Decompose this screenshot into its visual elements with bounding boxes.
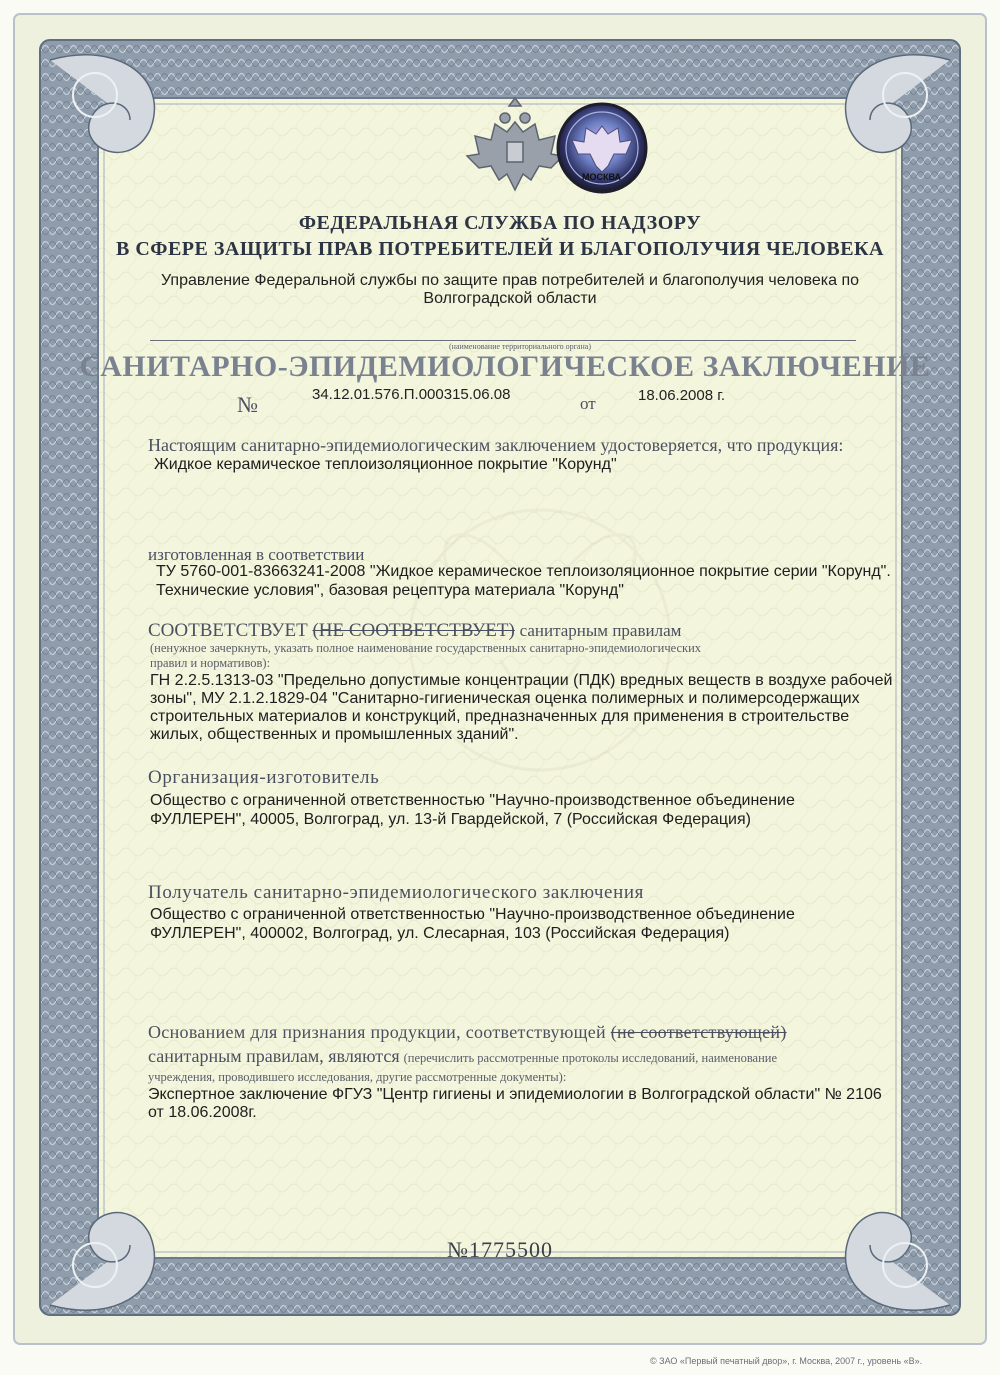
rules-label: санитарным правилам [519, 621, 682, 640]
authority-line-2: Волгоградской области [423, 290, 597, 307]
document-title: САНИТАРНО-ЭПИДЕМИОЛОГИЧЕСКОЕ ЗАКЛЮЧЕНИЕ [79, 350, 931, 383]
certificate-number: 34.12.01.576.П.000315.06.08 [312, 386, 511, 403]
basis-text-1: Основанием для признания продукции, соответствующей [148, 1022, 606, 1042]
date-from-label: от [580, 394, 596, 413]
printer-footer: © ЗАО «Первый печатный двор», г. Москва, 2007 г., уровень «В». [650, 1356, 923, 1366]
compliance-line-2: зоны", МУ 2.1.2.1829-04 "Санитарно-гигиеническая оценка полимерных и полимерсодержащих [150, 690, 860, 707]
basis-line-1 [148, 1022, 787, 1043]
manufacturer-label: Организация-изготовитель [148, 767, 380, 788]
recipient-label: Получатель санитарно-эпидемиологического заключения [148, 882, 644, 903]
manufactured-label: изготовленная в соответствии [148, 545, 365, 564]
basis-note-2: учреждения, проводившего исследования, другие рассмотренные документы): [148, 1070, 567, 1084]
basis-value-line-1: Экспертное заключение ФГУЗ "Центр гигиены и эпидемиологии в Волгоградской области" № 2106 [148, 1086, 882, 1103]
authority-underline [150, 340, 856, 341]
manufactured-line-1: ТУ 5760-001-83663241-2008 "Жидкое керамическое теплоизоляционное покрытие серии "Корунд". [156, 563, 891, 580]
recipient-line-2: ФУЛЛЕРЕН", 400002, Волгоград, ул. Слесарная, 103 (Российская Федерация) [150, 925, 730, 942]
basis-text-2: санитарным правилам, являются [148, 1046, 400, 1066]
complies-label: СООТВЕТСТВУЕТ [148, 620, 308, 641]
manufacturer-line-1: Общество с ограниченной ответственностью "Научно-производственное объединение [150, 792, 795, 809]
form-number: №1775500 [447, 1237, 553, 1262]
compliance-line-4: жилых, общественных и промышленных зданий". [150, 726, 519, 743]
compliance-line [148, 620, 681, 642]
manufacturer-line-2: ФУЛЛЕРЕН", 40005, Волгоград, ул. 13-й Гвардейской, 7 (Российская Федерация) [150, 811, 751, 828]
compliance-note-line-2: правил и нормативов): [150, 656, 271, 670]
not-complies-label: (НЕ СООТВЕТСТВУЕТ) [312, 620, 515, 641]
product-intro: Настоящим санитарно-эпидемиологическим заключением удостоверяется, что продукция: [148, 435, 844, 455]
compliance-line-1: ГН 2.2.5.1313-03 "Предельно допустимые концентрации (ПДК) вредных веществ в воздухе рабочей [150, 672, 893, 689]
certificate-date: 18.06.2008 г. [638, 387, 726, 404]
recipient-line-1: Общество с ограниченной ответственностью "Научно-производственное объединение [150, 906, 795, 923]
basis-value-line-2: от 18.06.2008г. [148, 1104, 257, 1121]
manufactured-line-2: Технические условия", базовая рецептура материала "Корунд" [156, 582, 624, 599]
compliance-note-line-1: (ненужное зачеркнуть, указать полное наименование государственных санитарно-эпидемиологических [150, 641, 702, 655]
basis-not-compliant: (не соответствующей) [610, 1022, 787, 1042]
header-line-2: В СФЕРЕ ЗАЩИТЫ ПРАВ ПОТРЕБИТЕЛЕЙ И БЛАГОПОЛУЧИЯ ЧЕЛОВЕКА [116, 238, 884, 260]
header-line-1: ФЕДЕРАЛЬНАЯ СЛУЖБА ПО НАДЗОРУ [298, 212, 702, 234]
authority-caption: (наименование территориального органа) [449, 342, 591, 351]
compliance-line-3: строительных материалов и конструкций, предназначенных для применения в строительстве [150, 708, 850, 725]
authority-line-1: Управление Федеральной службы по защите прав потребителей и благополучия человека по [160, 272, 860, 289]
seal-text: МОСКВА [582, 172, 622, 182]
number-label: № [237, 392, 258, 417]
basis-line-2 [148, 1046, 777, 1067]
basis-note-1: (перечислить рассмотренные протоколы исследований, наименование [403, 1051, 778, 1065]
product-name: Жидкое керамическое теплоизоляционное покрытие "Корунд" [154, 456, 617, 473]
